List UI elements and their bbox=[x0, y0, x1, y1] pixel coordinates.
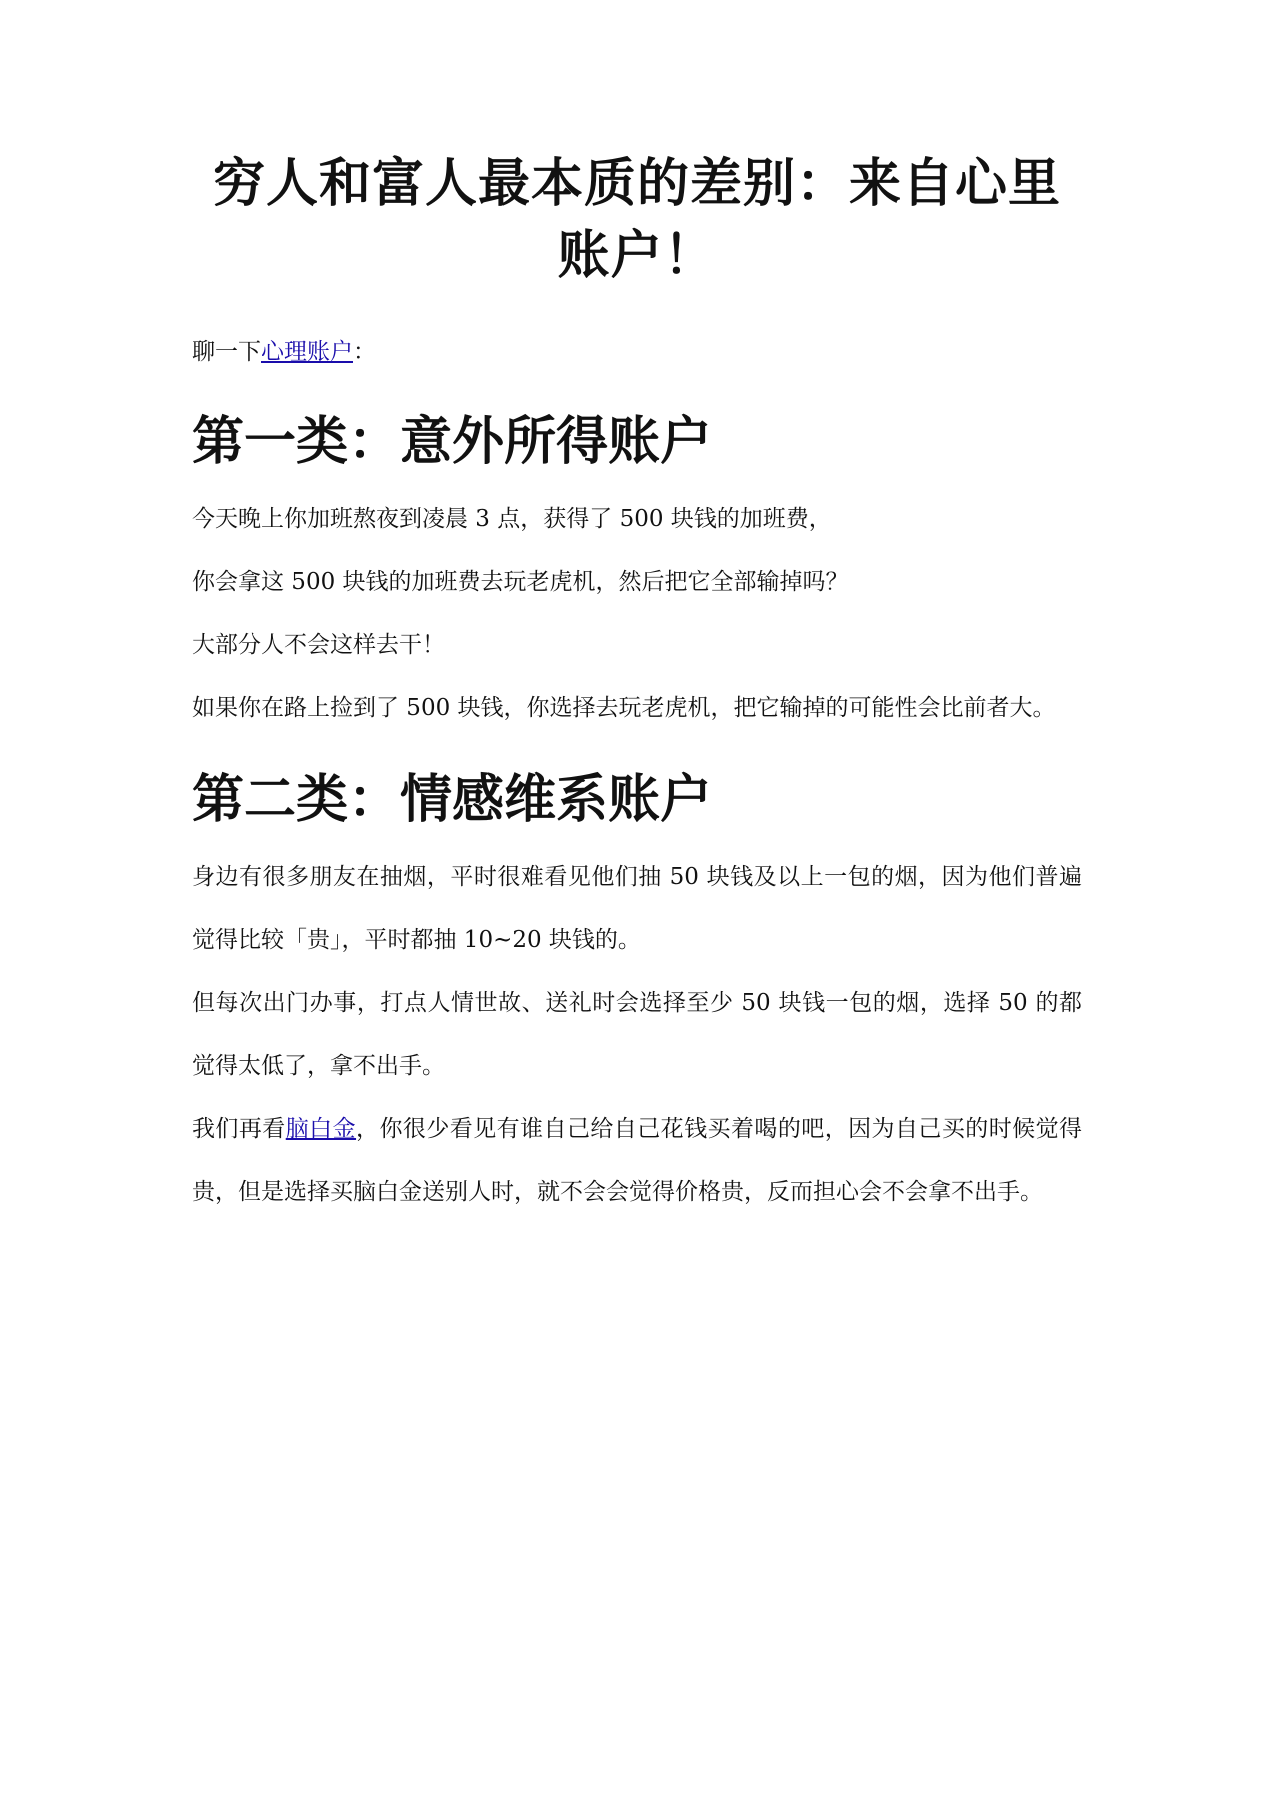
document-content bbox=[192, 148, 1082, 1224]
body-paragraph: 你会拿这 500 块钱的加班费去玩老虎机，然后把它全部输掉吗？ bbox=[192, 569, 849, 595]
body-paragraph-with-link bbox=[192, 1098, 1082, 1224]
body-paragraph: 但每次出门办事，打点人情世故、送礼时会选择至少 50 块钱一包的烟，选择 50 的都觉得太低了，拿不出手。 bbox=[192, 990, 1082, 1079]
naobaijin-link[interactable]: 脑白金 bbox=[285, 1116, 357, 1142]
section-heading-windfall: 第一类：意外所得账户 bbox=[192, 411, 713, 472]
document-title: 穷人和富人最本质的差别：来自心里账户！ bbox=[212, 153, 1061, 286]
section-heading-emotional: 第二类：情感维系账户 bbox=[192, 769, 713, 830]
body-paragraph: 大部分人不会这样去干！ bbox=[192, 632, 445, 658]
intro-suffix: ： bbox=[353, 339, 376, 365]
intro-prefix: 聊一下 bbox=[192, 339, 261, 365]
body-paragraph: 今天晚上你加班熬夜到凌晨 3 点，获得了 500 块钱的加班费， bbox=[192, 506, 832, 532]
paragraph-suffix: ，你很少看见有谁自己给自己花钱买着喝的吧，因为自己买的时候觉得贵，但是选择买脑白金送别人时，就不会会觉得价格贵，反而担心会不会拿不出手。 bbox=[192, 1116, 1083, 1205]
intro-paragraph bbox=[192, 320, 1082, 384]
body-paragraph: 如果你在路上捡到了 500 块钱，你选择去玩老虎机，把它输掉的可能性会比前者大。 bbox=[192, 695, 1056, 721]
body-paragraph: 身边有很多朋友在抽烟，平时很难看见他们抽 50 块钱及以上一包的烟，因为他们普遍觉得比较「贵」，平时都抽 10~20 块钱的。 bbox=[192, 864, 1082, 953]
paragraph-prefix: 我们再看 bbox=[192, 1116, 286, 1142]
mental-account-link[interactable]: 心理账户 bbox=[261, 339, 353, 365]
